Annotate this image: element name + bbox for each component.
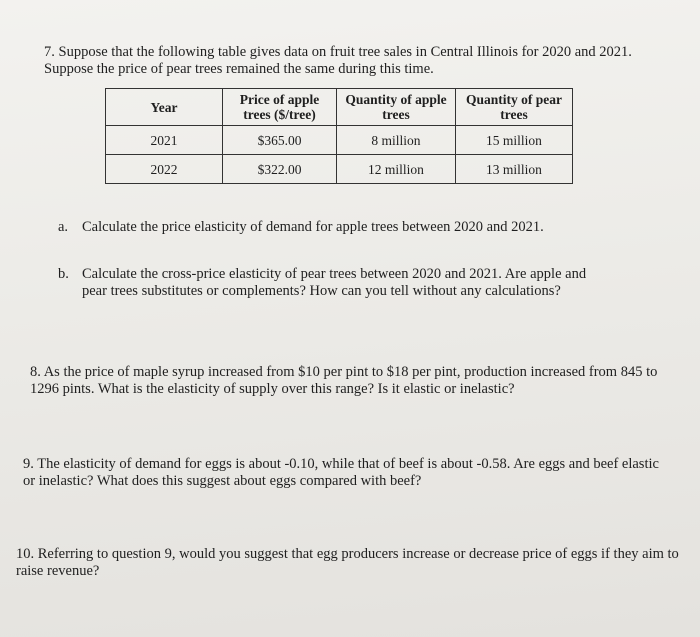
- cell-pear-quantity: 15 million: [456, 126, 573, 155]
- question-10-prompt: 10. Referring to question 9, would you suggest that egg producers increase or decrease price of eggs if they aim to raise revenue?: [16, 546, 679, 579]
- cell-apple-quantity: 8 million: [337, 126, 456, 155]
- cell-year: 2021: [106, 126, 223, 155]
- question-7b-letter: b.: [58, 266, 69, 282]
- question-7a-letter: a.: [58, 219, 69, 235]
- question-7a-text: Calculate the price elasticity of demand for apple trees between 2020 and 2021.: [82, 219, 544, 235]
- header-year: Year: [106, 89, 223, 126]
- cell-year: 2022: [106, 155, 223, 184]
- fruit-tree-sales-table: [105, 88, 573, 184]
- header-apple-price: Price of apple trees ($/tree): [223, 89, 337, 126]
- question-7b-line1: Calculate the cross-price elasticity of pear trees between 2020 and 2021. Are apple and: [82, 266, 587, 282]
- header-pear-quantity: Quantity of pear trees: [456, 89, 573, 126]
- question-7b-line2: pear trees substitutes or complements? How can you tell without any calculations?: [82, 283, 561, 299]
- question-7b: [58, 266, 658, 300]
- question-7-prompt: 7. Suppose that the following table gives data on fruit tree sales in Central Illinois for 2020 and 2021. Suppose the price of pear trees remained the same during this time.: [44, 44, 632, 77]
- question-7a: [58, 219, 544, 236]
- table-header-row: [106, 89, 573, 126]
- header-apple-quantity: Quantity of apple trees: [337, 89, 456, 126]
- cell-pear-quantity: 13 million: [456, 155, 573, 184]
- question-9-prompt: 9. The elasticity of demand for eggs is about -0.10, while that of beef is about -0.58. Are eggs and beef elastic or inelastic? What does this suggest about eggs compared with beef?: [23, 456, 659, 489]
- table-row: [106, 126, 573, 155]
- cell-apple-price: $365.00: [223, 126, 337, 155]
- cell-apple-quantity: 12 million: [337, 155, 456, 184]
- table-row: [106, 155, 573, 184]
- cell-apple-price: $322.00: [223, 155, 337, 184]
- question-8-prompt: 8. As the price of maple syrup increased from $10 per pint to $18 per pint, production increased from 845 to 1296 pints. What is the elasticity of supply over this range? Is it elastic or inelastic?: [30, 364, 658, 397]
